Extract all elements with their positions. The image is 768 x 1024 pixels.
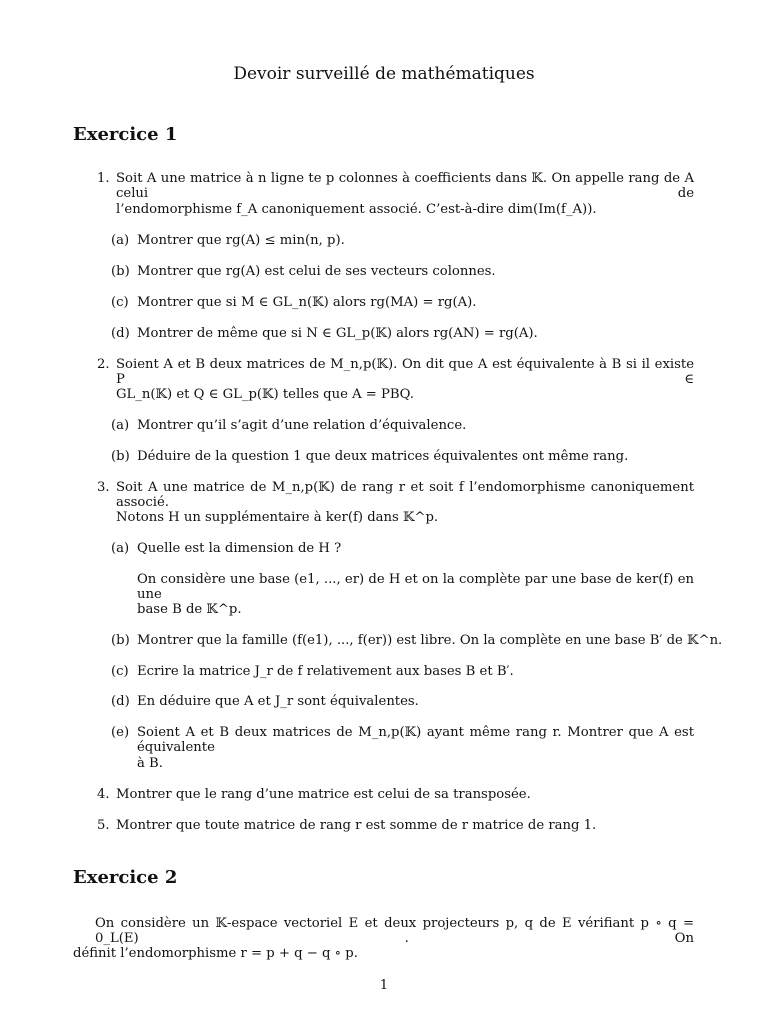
q1-c-label: (c) bbox=[111, 295, 129, 310]
q3-a-note-line-2: base B de 𝕂^p. bbox=[137, 602, 242, 617]
q2-a-label: (a) bbox=[111, 418, 130, 433]
q3-e-line-1: Soient A et B deux matrices de M_n,p(𝕂) ayant même rang r. Montrer que A est équivalente bbox=[137, 725, 694, 755]
q1-b-text: Montrer que rg(A) est celui de ses vecteurs colonnes. bbox=[137, 264, 496, 279]
q3-a-label: (a) bbox=[111, 541, 130, 556]
page-number: 1 bbox=[379, 978, 389, 993]
q2-a-text: Montrer qu’il s’agit d’une relation d’équivalence. bbox=[137, 418, 467, 433]
question-3-number: 3. bbox=[97, 480, 110, 495]
q1-b-label: (b) bbox=[111, 264, 130, 279]
question-5-number: 5. bbox=[97, 818, 110, 833]
question-2-number: 2. bbox=[97, 357, 110, 372]
q1-d-text: Montrer de même que si N ∈ GL_p(𝕂) alors rg(AN) = rg(A). bbox=[137, 326, 538, 341]
q2-b-label: (b) bbox=[111, 449, 130, 464]
question-3-line-1: Soit A une matrice de M_n,p(𝕂) de rang r et soit f l’endomorphisme canoniquement associé. bbox=[116, 480, 694, 510]
q2-b-text: Déduire de la question 1 que deux matrices équivalentes ont même rang. bbox=[137, 449, 629, 464]
q3-e-label: (e) bbox=[111, 725, 130, 740]
q1-d-label: (d) bbox=[111, 326, 130, 341]
question-1-line-2: l’endomorphisme f_A canoniquement associé. C’est-à-dire dim(Im(f_A)). bbox=[116, 202, 597, 217]
q3-d-label: (d) bbox=[111, 694, 130, 709]
exercise-2-line-2: définit l’endomorphisme r = p + q − q ∘ p. bbox=[73, 946, 358, 961]
q3-b-text: Montrer que la famille (f(e1), ..., f(er)) est libre. On la complète en une base B′ de 𝕂^n. bbox=[137, 633, 723, 648]
question-4-text: Montrer que le rang d’une matrice est celui de sa transposée. bbox=[116, 787, 531, 802]
question-1-number: 1. bbox=[97, 171, 110, 186]
q3-c-text: Ecrire la matrice J_r de f relativement aux bases B et B′. bbox=[137, 664, 514, 679]
q3-e-line-2: à B. bbox=[137, 756, 163, 771]
exercise-1-heading: Exercice 1 bbox=[73, 124, 178, 145]
q1-a-text: Montrer que rg(A) ≤ min(n, p). bbox=[137, 233, 345, 248]
q3-d-text: En déduire que A et J_r sont équivalentes. bbox=[137, 694, 419, 709]
question-4-number: 4. bbox=[97, 787, 110, 802]
question-3-line-2: Notons H un supplémentaire à ker(f) dans 𝕂^p. bbox=[116, 510, 439, 525]
q3-a-text: Quelle est la dimension de H ? bbox=[137, 541, 342, 556]
question-1-line-1: Soit A une matrice à n ligne te p colonnes à coefficients dans 𝕂. On appelle rang de A celui de bbox=[116, 171, 694, 201]
exercise-2-heading: Exercice 2 bbox=[73, 867, 178, 888]
q3-b-label: (b) bbox=[111, 633, 130, 648]
document-title: Devoir surveillé de mathématiques bbox=[233, 64, 535, 84]
question-5-text: Montrer que toute matrice de rang r est somme de r matrice de rang 1. bbox=[116, 818, 597, 833]
q1-a-label: (a) bbox=[111, 233, 130, 248]
q3-a-note-line-1: On considère une base (e1, ..., er) de H et on la complète par une base de ker(f) en une bbox=[137, 572, 694, 602]
question-2-line-2: GL_n(𝕂) et Q ∈ GL_p(𝕂) telles que A = PBQ. bbox=[116, 387, 414, 402]
q3-c-label: (c) bbox=[111, 664, 129, 679]
q1-c-text: Montrer que si M ∈ GL_n(𝕂) alors rg(MA) = rg(A). bbox=[137, 295, 477, 310]
question-2-line-1: Soient A et B deux matrices de M_n,p(𝕂). On dit que A est équivalente à B si il existe P ∈ bbox=[116, 357, 694, 387]
exercise-2-line-1: On considère un 𝕂-espace vectoriel E et deux projecteurs p, q de E vérifiant p ∘ q = 0_L(E) . On bbox=[95, 916, 694, 946]
